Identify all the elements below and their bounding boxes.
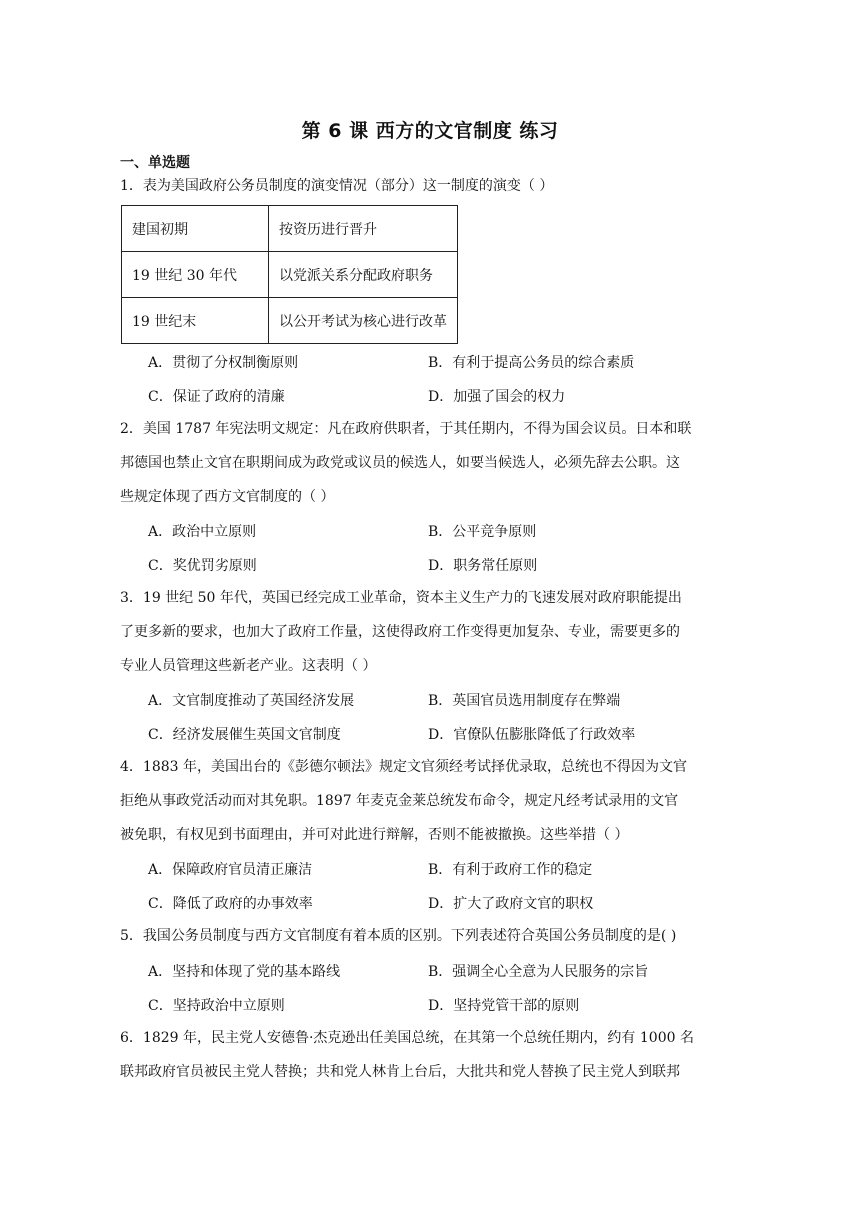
question-line: 1．表为美国政府公务员制度的演变情况（部分）这一制度的演变（ ）: [120, 178, 554, 194]
question-1-stem: [120, 169, 740, 203]
question-line: 邦德国也禁止文官在职期间成为政党或议员的候选人，如要当候选人，必须先辞去公职。这: [120, 455, 680, 471]
question-4-option-a[interactable]: A．保障政府官员清正廉洁: [148, 862, 313, 878]
table-cell: 以党派关系分配政府职务: [269, 252, 458, 298]
question-2-option-a[interactable]: A．政治中立原则: [148, 524, 257, 540]
question-5-option-c[interactable]: C．坚持政治中立原则: [148, 998, 285, 1014]
question-5-option-b[interactable]: B．强调全心全意为人民服务的宗旨: [428, 964, 649, 980]
page-title: 第 6 课 西方的文官制度 练习: [301, 120, 559, 142]
table-cell: 以公开考试为核心进行改革: [269, 298, 458, 344]
question-line: 2．美国 1787 年宪法明文规定：凡在政府供职者，于其任期内，不得为国会议员。日本和联: [120, 421, 692, 437]
question-2-stem: [120, 412, 740, 514]
question-line: 6．1829 年，民主党人安德鲁·杰克逊出任美国总统，在其第一个总统任期内，约有 1000 名: [120, 1030, 694, 1046]
question-3-option-a[interactable]: A．文官制度推动了英国经济发展: [148, 693, 355, 709]
question-4-option-c[interactable]: C．降低了政府的办事效率: [148, 896, 313, 912]
question-3-stem: [120, 581, 740, 683]
table-row: [122, 252, 458, 298]
question-1-option-d[interactable]: D．加强了国会的权力: [428, 389, 566, 405]
question-5-option-a[interactable]: A．坚持和体现了党的基本路线: [148, 964, 341, 980]
question-1-option-c[interactable]: C．保证了政府的清廉: [148, 389, 285, 405]
question-2-option-c[interactable]: C．奖优罚劣原则: [148, 558, 257, 574]
question-4-stem: [120, 750, 740, 852]
question-line: 拒绝从事政党活动而对其免职。1897 年麦克金莱总统发布命令，规定凡经考试录用的文官: [120, 793, 679, 809]
question-line: 被免职，有权见到书面理由，并可对此进行辩解，否则不能被撤换。这些举措（ ）: [120, 827, 629, 843]
table-row: [122, 206, 458, 252]
question-3-option-d[interactable]: D．官僚队伍膨胀降低了行政效率: [428, 727, 636, 743]
question-line: 5．我国公务员制度与西方文官制度有着本质的区别。下列表述符合英国公务员制度的是( ): [120, 928, 677, 944]
question-line: 些规定体现了西方文官制度的（ ）: [120, 489, 335, 505]
question-3-option-c[interactable]: C．经济发展催生英国文官制度: [148, 727, 341, 743]
question-5-stem: [120, 919, 740, 953]
question-1-table: [121, 205, 458, 344]
question-1-option-b[interactable]: B．有利于提高公务员的综合素质: [428, 355, 635, 371]
table-cell: 按资历进行晋升: [269, 206, 458, 252]
table-cell: 19 世纪末: [122, 298, 269, 344]
question-1-option-a[interactable]: A．贯彻了分权制衡原则: [148, 355, 299, 371]
question-6-stem: [120, 1021, 740, 1089]
section-heading: 一、单选题: [120, 155, 190, 171]
question-3-option-b[interactable]: B．英国官员选用制度存在弊端: [428, 693, 621, 709]
question-line: 4．1883 年，美国出台的《彭德尔顿法》规定文官须经考试择优录取，总统也不得因为文官: [120, 759, 687, 775]
question-5-option-d[interactable]: D．坚持党管干部的原则: [428, 998, 580, 1014]
table-row: [122, 298, 458, 344]
table-cell: 建国初期: [122, 206, 269, 252]
question-2-option-b[interactable]: B．公平竞争原则: [428, 524, 537, 540]
question-2-option-d[interactable]: D．职务常任原则: [428, 558, 538, 574]
question-4-option-b[interactable]: B．有利于政府工作的稳定: [428, 862, 593, 878]
table-cell: 19 世纪 30 年代: [122, 252, 269, 298]
question-line: 专业人员管理这些新老产业。这表明（ ）: [120, 658, 377, 674]
question-4-option-d[interactable]: D．扩大了政府文官的职权: [428, 896, 594, 912]
question-line: 3．19 世纪 50 年代，英国已经完成工业革命，资本主义生产力的飞速发展对政府职能提出: [120, 590, 682, 606]
question-line: 了更多新的要求，也加大了政府工作量，这使得政府工作变得更加复杂、专业，需要更多的: [120, 624, 680, 640]
question-line: 联邦政府官员被民主党人替换；共和党人林肯上台后，大批共和党人替换了民主党人到联邦: [120, 1064, 680, 1080]
